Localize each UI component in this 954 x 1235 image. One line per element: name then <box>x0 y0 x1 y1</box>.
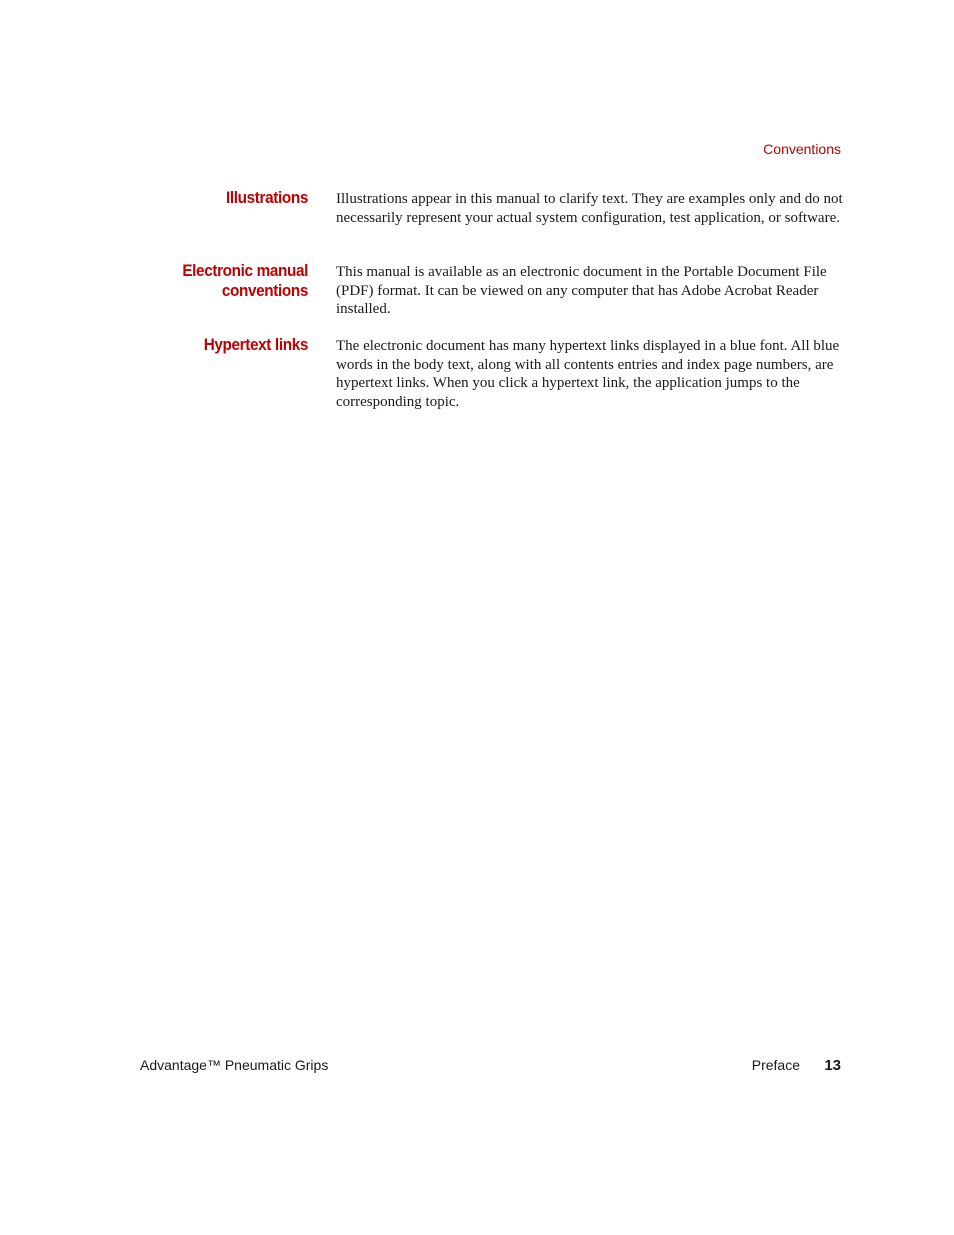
section-heading <box>128 335 308 355</box>
section-body-text: This manual is available as an electronic document in the Portable Document File (PDF) format. It can be viewed on any computer that has Adobe Acrobat Reader installed. <box>336 264 827 318</box>
section-body-text: Illustrations appear in this manual to clarify text. They are examples only and do not necessarily represent your actual system configuration, test application, or software. <box>336 191 843 226</box>
section-body-text: The electronic document has many hypertext links displayed in a blue font. All blue words in the body text, along with all contents entries and index page numbers, are hypertext links. When you click a hypertext link, the application jumps to the corresponding topic. <box>336 338 840 411</box>
footer-product-name: Advantage™ Pneumatic Grips <box>140 1057 329 1073</box>
heading-line: Illustrations <box>225 188 308 207</box>
section-heading <box>128 188 308 208</box>
footer-page-number: 13 <box>824 1057 841 1074</box>
heading-line: conventions <box>221 281 308 300</box>
heading-line: Electronic manual <box>182 261 308 280</box>
heading-line: Hypertext links <box>203 335 308 354</box>
running-header-title: Conventions <box>763 141 841 157</box>
footer-section-name: Preface <box>751 1057 800 1073</box>
section-heading <box>128 261 308 301</box>
